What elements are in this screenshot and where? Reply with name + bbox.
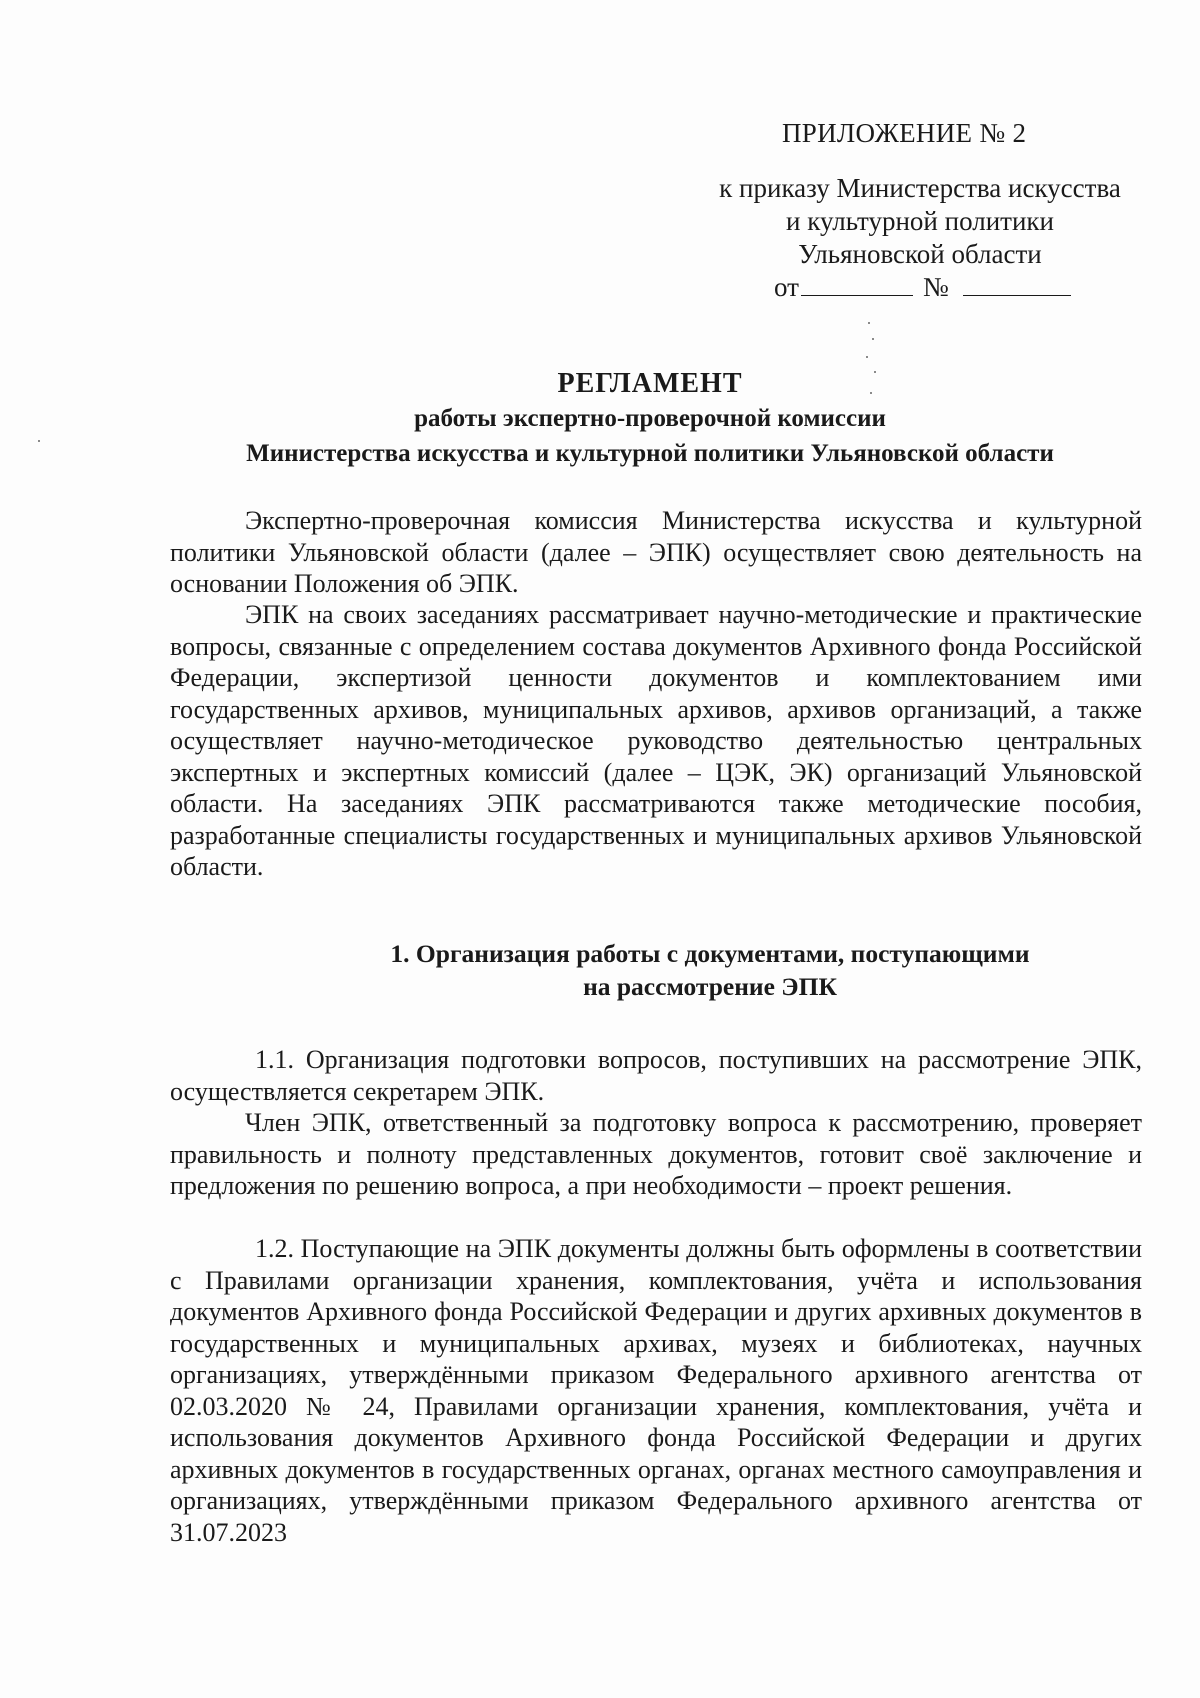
scan-speck xyxy=(874,371,876,373)
order-reference xyxy=(700,172,1140,271)
intro-paragraph-1: Экспертно-проверочная комиссия Министерства искусства и культурной политики Ульяновской области (далее – ЭПК) осуществляет свою деятельность на основании Положения об ЭПК. xyxy=(170,506,1142,598)
order-line-3: Ульяновской области xyxy=(798,239,1042,269)
scan-speck xyxy=(870,392,872,394)
number-prefix: № xyxy=(922,272,949,302)
paragraph-1-2: 1.2. Поступающие на ЭПК документы должны быть оформлены в соответствии с Правилами организации хранения, комплектования, учёта и использования документов Архивного фонда Российской Федерации и других архивных документов в государственных и муниципальных архивах, музеях и библиотеках, научных организациях, утверждёнными приказом Федерального архивного агентства от 02.03.2020 № 24, Правилами организации хранения, комплектования, учёта и использования документов Архивного фонда Российской Федерации и других архивных документов в государственных органах, органах местного самоуправления и организациях, утверждёнными приказом Федерального архивного агентства от 31.07.2023 xyxy=(170,1234,1142,1547)
date-number-line xyxy=(774,272,1071,303)
document-subtitle-1: работы экспертно-проверочной комиссии xyxy=(414,405,886,432)
scan-speck xyxy=(38,440,40,442)
section-1-heading-line-1: 1. Организация работы с документами, поступающими xyxy=(390,939,1030,968)
scan-speck xyxy=(872,338,874,340)
section-1-heading xyxy=(340,937,1080,1003)
date-blank xyxy=(801,273,913,296)
document-title: РЕГЛАМЕНТ xyxy=(557,368,743,399)
date-prefix: от xyxy=(774,272,799,302)
document-subtitle-2: Министерства искусства и культурной политики Ульяновской области xyxy=(246,440,1054,467)
scan-speck xyxy=(868,322,870,324)
number-blank xyxy=(963,273,1071,296)
paragraph-1-1: 1.1. Организация подготовки вопросов, поступивших на рассмотрение ЭПК, осуществляется секретарем ЭПК. xyxy=(170,1045,1142,1106)
scan-speck xyxy=(866,356,868,358)
order-line-1: к приказу Министерства искусства xyxy=(719,173,1121,203)
order-line-2: и культурной политики xyxy=(786,206,1054,236)
appendix-title: ПРИЛОЖЕНИЕ № 2 xyxy=(782,118,1027,148)
paragraph-1-1-member: Член ЭПК, ответственный за подготовку вопроса к рассмотрению, проверяет правильность и полноту представленных документов, готовит своё заключение и предложения по решению вопроса, а при необходимости – проект решения. xyxy=(170,1108,1142,1200)
intro-paragraph-2: ЭПК на своих заседаниях рассматривает научно-методические и практические вопросы, связанные с определением состава документов Архивного фонда Российской Федерации, экспертизой ценности документов и комплектованием ими государственных архивов, муниципальных архивов, архивов организаций, а также осуществляет научно-методическое руководство деятельностью центральных экспертных и экспертных комиссий (далее – ЦЭК, ЭК) организаций Ульяновской области. На заседаниях ЭПК рассматриваются также методические пособия, разработанные специалисты государственных и муниципальных архивов Ульяновской области. xyxy=(170,600,1142,881)
section-1-heading-line-2: на рассмотрение ЭПК xyxy=(583,972,837,1001)
